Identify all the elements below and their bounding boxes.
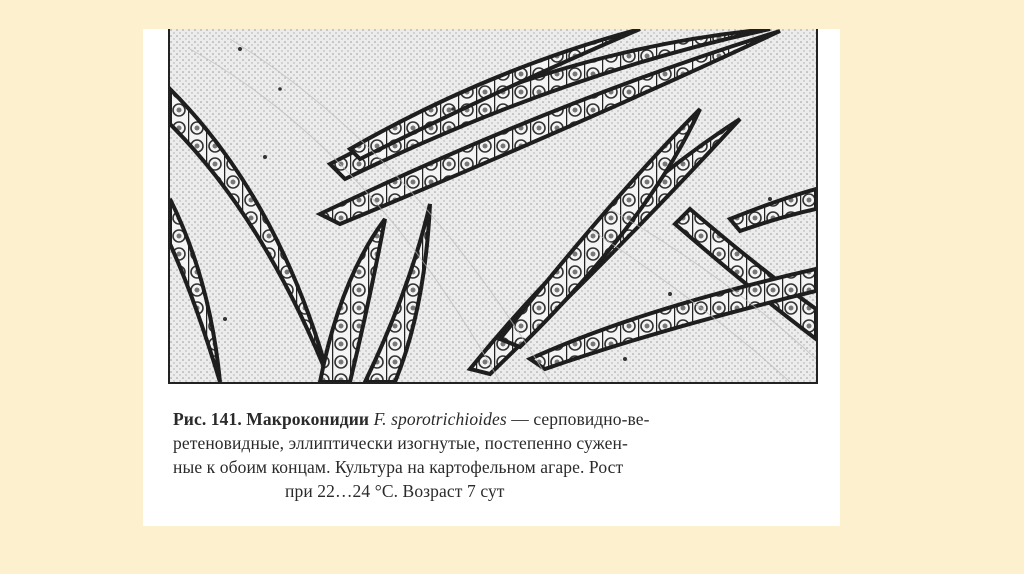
caption-line-1-rest: — серповидно-ве- bbox=[511, 409, 650, 429]
figure-card bbox=[143, 29, 840, 526]
caption-line-2: ретеновидные, эллиптически изогнутые, постепенно сужен- bbox=[173, 433, 628, 453]
figure-caption bbox=[173, 407, 813, 503]
caption-line-4: при 22…24 °С. Возраст 7 сут bbox=[285, 481, 505, 501]
caption-line-3: ные к обоим концам. Культура на картофельном агаре. Рост bbox=[173, 457, 624, 477]
caption-species: F. sporotrichioides bbox=[373, 409, 507, 429]
caption-label: Рис. 141. Макроконидии bbox=[173, 409, 370, 429]
caption-line-1 bbox=[173, 407, 813, 431]
macroconidia-illustration bbox=[168, 29, 818, 384]
